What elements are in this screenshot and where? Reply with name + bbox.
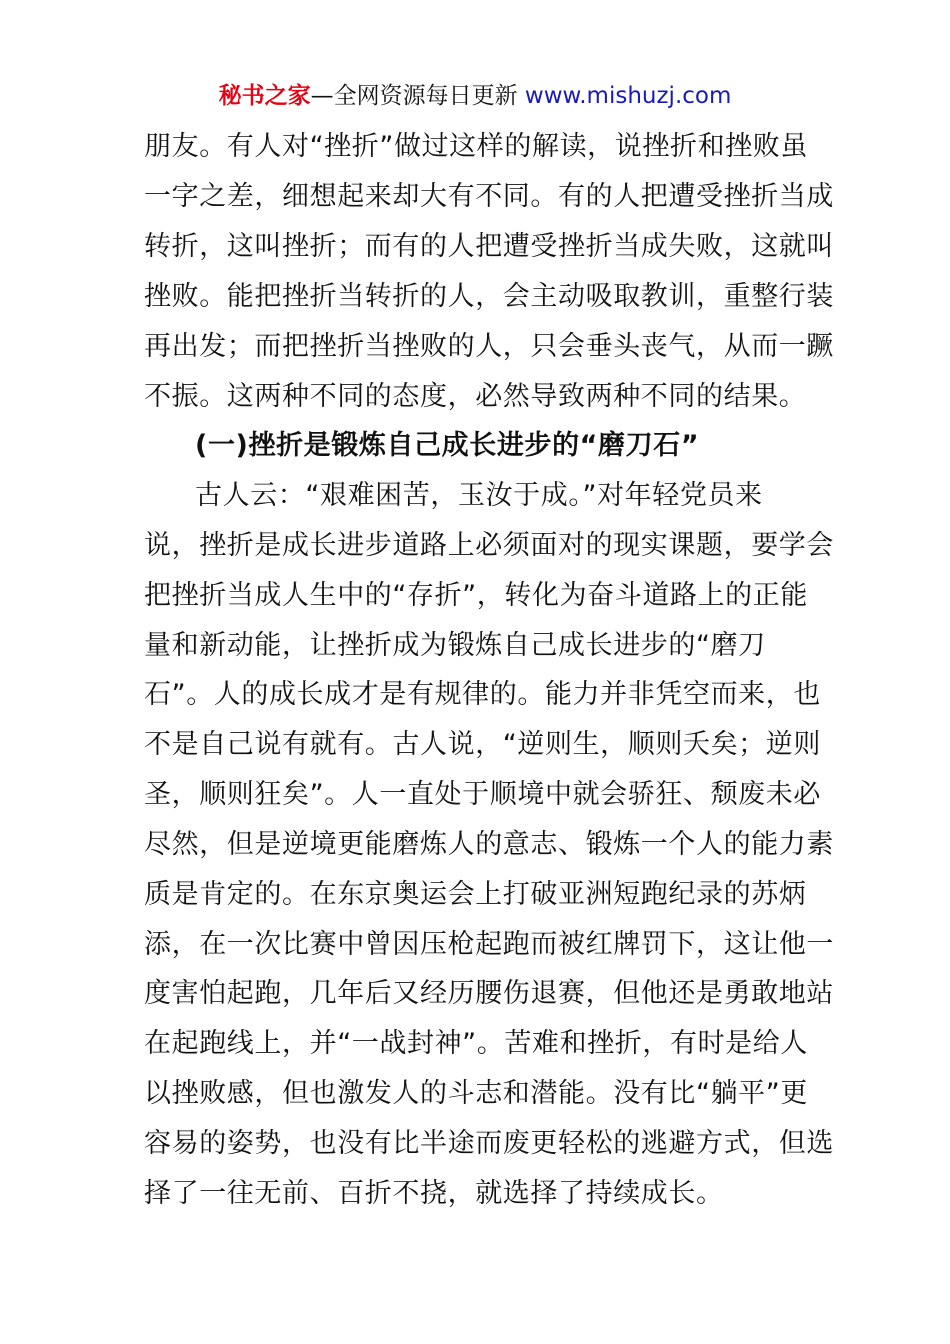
body-line: 添，在一次比赛中曾因压枪起跑而被红牌罚下，这让他一 [144, 929, 834, 960]
body-line: 量和新动能，让挫折成为锻炼自己成长进步的“磨刀 [144, 630, 766, 661]
body-line: 度害怕起跑，几年后又经历腰伤退赛，但他还是勇敢地站 [144, 978, 834, 1009]
body-line: 石”。人的成长成才是有规律的。能力并非凭空而来，也 [144, 679, 821, 710]
body-line: 择了一往无前、百折不挠，就选择了持续成长。 [144, 1178, 724, 1209]
page-header [0, 78, 950, 114]
body-line: 以挫败感，但也激发人的斗志和潜能。没有比“躺平”更 [144, 1078, 808, 1109]
body-line: 容易的姿势，也没有比半途而废更轻松的逃避方式，但选 [144, 1128, 834, 1159]
body-line: 不是自己说有就有。古人说，“逆则生，顺则夭矣；逆则 [144, 729, 821, 760]
body-line: 挫败。能把挫折当转折的人，会主动吸取教训，重整行装 [144, 281, 834, 312]
section-heading: (一)挫折是锻炼自己成长进步的“磨刀石” [195, 430, 700, 461]
body-line: 说，挫折是成长进步道路上必须面对的现实课题，要学会 [144, 530, 834, 561]
header-tagline: —全网资源每日更新 [310, 83, 525, 109]
body-line: 质是肯定的。在东京奥运会上打破亚洲短跑纪录的苏炳 [144, 879, 807, 910]
body-line: 把挫折当成人生中的“存折”，转化为奋斗道路上的正能 [144, 580, 808, 611]
body-line: 再出发；而把挫折当挫败的人，只会垂头丧气，从而一蹶 [144, 331, 834, 362]
body-line: 一字之差，细想起来却大有不同。有的人把遭受挫折当成 [144, 181, 834, 212]
body-line: 转折，这叫挫折；而有的人把遭受挫折当成失败，这就叫 [144, 231, 834, 262]
body-line: 不振。这两种不同的态度，必然导致两种不同的结果。 [144, 381, 807, 412]
site-url: www.mishuzj.com [524, 83, 732, 109]
site-brand: 秘书之家 [218, 83, 311, 109]
body-line: 圣，顺则狂矣”。人一直处于顺境中就会骄狂、颓废未必 [144, 779, 821, 810]
body-line: 朋友。有人对“挫折”做过这样的解读，说挫折和挫败虽 [144, 131, 808, 162]
body-line: 在起跑线上，并“一战封神”。苦难和挫折，有时是给人 [144, 1028, 808, 1059]
body-line: 古人云：“艰难困苦，玉汝于成。”对年轻党员来 [195, 480, 763, 511]
body-line: 尽然，但是逆境更能磨炼人的意志、锻炼一个人的能力素 [144, 829, 834, 860]
